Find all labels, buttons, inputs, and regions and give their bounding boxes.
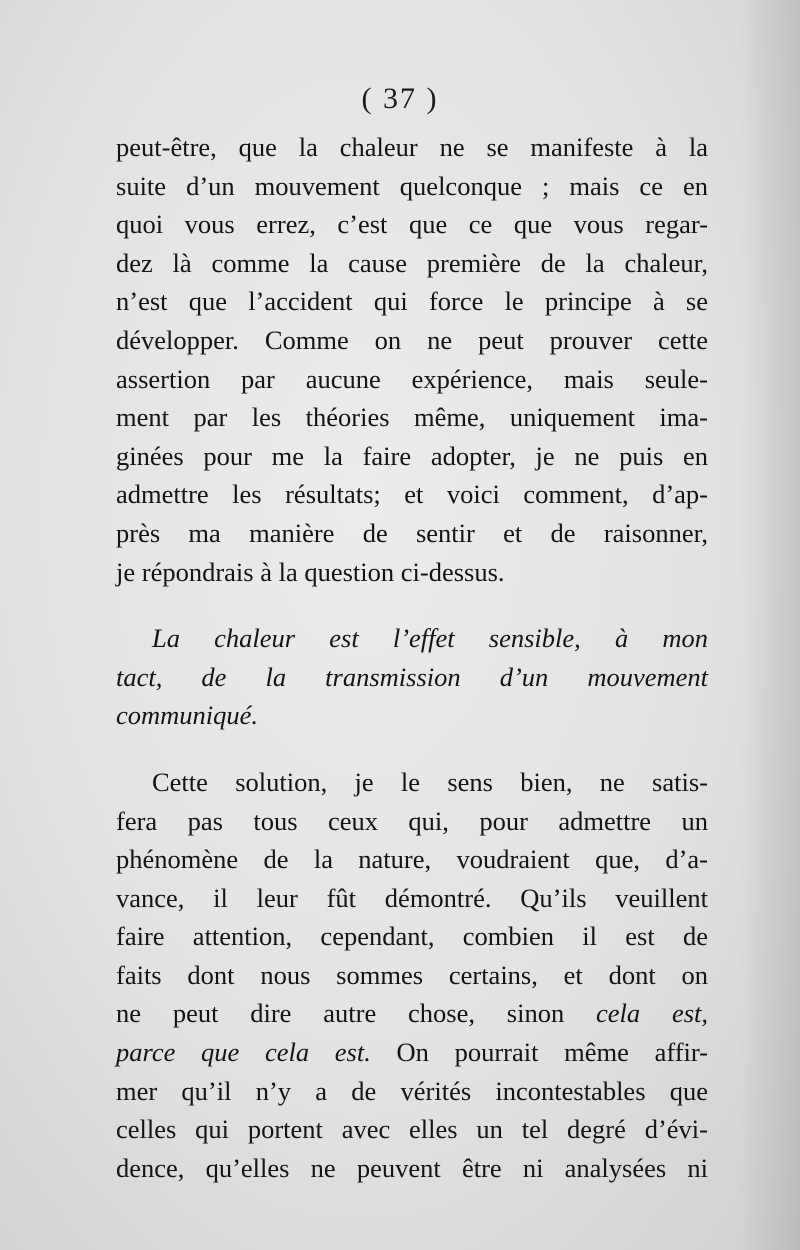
text-line: Cette solution, je le sens bien, ne satis- xyxy=(152,766,708,797)
text-line: dez là comme la cause première de la chaleur, xyxy=(116,247,708,278)
text-line: fera pas tous ceux qui, pour admettre un xyxy=(116,805,708,836)
text-segment: On pourrait même affir- xyxy=(396,1037,708,1068)
text-line: assertion par aucune expérience, mais seule- xyxy=(116,363,708,394)
text-line: communiqué. xyxy=(116,700,259,731)
text-line: tact, de la transmission d’un mouvement xyxy=(116,661,708,692)
text-line: faits dont nous sommes certains, et dont on xyxy=(116,959,708,990)
text-line: ginées pour me la faire adopter, je ne puis en xyxy=(116,440,708,471)
text-line: phénomène de la nature, voudraient que, d’a- xyxy=(116,844,708,875)
page-edge-shadow xyxy=(740,0,800,1250)
text-line: peut-être, que la chaleur ne se manifeste à la xyxy=(116,132,708,162)
text-line: n’est que l’accident qui force le principe à se xyxy=(116,286,708,317)
text-line: près ma manière de sentir et de raisonner, xyxy=(116,517,708,548)
page-body xyxy=(116,128,708,1187)
text-line: mer qu’il n’y a de vérités incontestables que xyxy=(116,1075,708,1106)
paragraph-1 xyxy=(116,128,708,591)
text-line: faire attention, cependant, combien il est de xyxy=(116,921,708,952)
text-line: quoi vous errez, c’est que ce que vous regar- xyxy=(116,209,708,240)
italic-phrase: parce que cela est. xyxy=(116,1037,371,1068)
text-segment: ne peut dire autre chose, sinon xyxy=(116,998,565,1029)
text-line: vance, il leur fût démontré. Qu’ils veuillent xyxy=(116,882,708,913)
text-line: suite d’un mouvement quelconque ; mais ce en xyxy=(116,170,708,201)
text-line: La chaleur est l’effet sensible, à mon xyxy=(152,623,708,654)
text-line: admettre les résultats; et voici comment, d’ap- xyxy=(116,479,708,510)
text-line: dence, qu’elles ne peuvent être ni analysées ni xyxy=(116,1152,708,1183)
text-line: ment par les théories même, uniquement ima- xyxy=(116,402,708,433)
text-line: celles qui portent avec elles un tel degré d’évi- xyxy=(116,1114,708,1145)
text-line: développer. Comme on ne peut prouver cette xyxy=(116,324,708,355)
italic-phrase: cela est, xyxy=(596,998,709,1029)
text-line: je répondrais à la question ci-dessus. xyxy=(116,556,505,587)
paragraph-3 xyxy=(116,763,708,1188)
text-line-mixed xyxy=(116,1033,708,1072)
page-number: ( 37 ) xyxy=(361,82,439,115)
text-line-mixed xyxy=(116,994,708,1033)
paragraph-2-italic-definition xyxy=(116,619,708,735)
